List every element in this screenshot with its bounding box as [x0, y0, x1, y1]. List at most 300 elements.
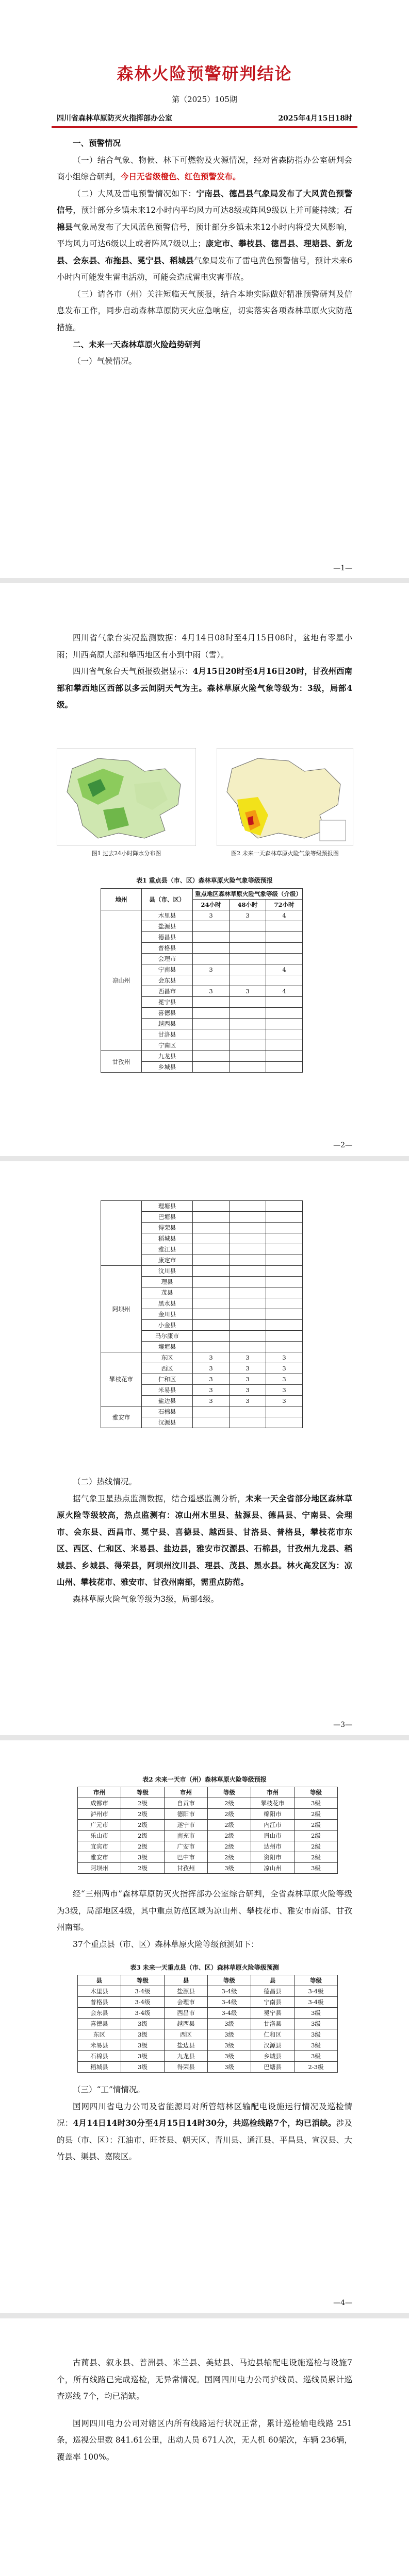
- name-cell: 绵阳市: [251, 1809, 295, 1820]
- level-cell: [266, 1244, 303, 1255]
- level-cell: [193, 921, 230, 932]
- level-cell: 3级: [295, 2019, 338, 2029]
- level-cell: 3: [193, 1385, 230, 1396]
- county-cell: 德昌县: [142, 932, 193, 943]
- paragraph-warning-1: （一）结合气象、物候、林下可燃物及火源情况，经对省森防指办公室研判会商小组综合研判，今日无省级橙色、红色预警发布。: [57, 155, 352, 182]
- name-cell: 眉山市: [251, 1831, 295, 1841]
- level-cell: [230, 932, 266, 943]
- level-cell: [230, 1287, 266, 1298]
- level-cell: 3: [193, 964, 230, 975]
- county-cell: 壤塘县: [142, 1342, 193, 1352]
- county-cell: 黑水县: [142, 1298, 193, 1309]
- level-cell: [266, 1029, 303, 1040]
- county-cell: 汉源县: [142, 1417, 193, 1428]
- county-cell: 普格县: [142, 943, 193, 954]
- county-cell: 乡城县: [142, 1062, 193, 1073]
- page-4-body: [0, 1886, 409, 1953]
- level-cell: 3-4级: [295, 1986, 338, 1997]
- level-cell: 3: [193, 910, 230, 921]
- level-cell: 3: [193, 1352, 230, 1363]
- level-cell: 3: [266, 1396, 303, 1406]
- page-number: —4—: [333, 2299, 352, 2307]
- county-cell: 喜德县: [142, 1008, 193, 1019]
- county-cell: 宁南县: [142, 964, 193, 975]
- level-cell: [266, 1062, 303, 1073]
- name-cell: 雅安市: [78, 1852, 121, 1863]
- level-cell: [230, 1298, 266, 1309]
- name-cell: 九龙县: [165, 2051, 208, 2062]
- name-cell: 广元市: [78, 1820, 121, 1831]
- level-cell: [230, 1266, 266, 1277]
- issuing-org: 四川省森林草原防灭火指挥部办公室: [57, 114, 172, 123]
- level-cell: 3: [230, 986, 266, 997]
- level-cell: 3级: [121, 1852, 165, 1863]
- page-1: [0, 0, 409, 370]
- paragraph-industrial: 国网四川省电力公司及省能源局对所管辖林区输配电设施运行情况及巡检情况：4月14日14时30分至4月15日14时30分，共巡检线路7个，均已消缺。涉及的县（市、区）：江油市、旺苍县、朝天区、青川县、通江县、平昌县、宣汉县、大竹县、渠县、嘉陵区。: [57, 2102, 352, 2162]
- name-cell: 东区: [78, 2029, 121, 2040]
- section-heading-trend: 二、未来一天森林草原火险趋势研判: [73, 339, 201, 349]
- level-cell: 3级: [121, 2040, 165, 2051]
- table-3: [77, 1975, 338, 2073]
- level-cell: [193, 1019, 230, 1029]
- level-cell: [230, 997, 266, 1008]
- level-cell: [266, 1212, 303, 1223]
- county-cell: 巴塘县: [142, 1212, 193, 1223]
- county-cell: 宁南区: [142, 1040, 193, 1051]
- paragraph-inspection-1: 古蔺县、叙永县、普洲县、米兰县、美姑县、马边县输配电设施巡检与设施7个，所有线路已完成巡检，无异常情况。国网四川电力公司护线员、巡线员累计巡查巡线 7个，均已消缺。: [57, 2358, 352, 2401]
- figure-1-caption: 图1 过去24小时降水分布图: [91, 850, 161, 857]
- table-header: 市州: [251, 1787, 295, 1798]
- table-row: [78, 1841, 338, 1852]
- paragraph-key-counties: 37个重点县（市、区）森林草原火险等级预测如下：: [73, 1939, 259, 1949]
- region-cell: 雅安市: [101, 1406, 142, 1428]
- county-cell: 金川县: [142, 1309, 193, 1320]
- subheading-hotspot: （二）热线情况。: [73, 1477, 137, 1486]
- level-cell: [266, 1008, 303, 1019]
- name-cell: 泸州市: [78, 1809, 121, 1820]
- level-cell: [266, 1051, 303, 1062]
- name-cell: 宁南县: [251, 1997, 295, 2008]
- level-cell: 2级: [208, 1820, 251, 1831]
- level-cell: [266, 1342, 303, 1352]
- paragraph-summary: 经“三州两市”森林草原防灭火指挥部办公室综合研判，全省森林草原火险等级为3级，局部地区4级，其中重点防范区域为凉山州、攀枝花市、雅安市南部、甘孜州南部。: [57, 1889, 352, 1933]
- level-cell: 3级: [295, 1798, 338, 1809]
- name-cell: 米易县: [78, 2040, 121, 2051]
- county-cell: 米易县: [142, 1385, 193, 1396]
- page-number: —3—: [333, 1721, 352, 1729]
- section-heading-warning: 一、预警情况: [73, 138, 121, 148]
- table-header: 县（市、区）: [142, 889, 193, 910]
- page-separator: [0, 1735, 409, 1740]
- level-cell: [193, 943, 230, 954]
- level-cell: 2级: [121, 1863, 165, 1874]
- level-cell: [230, 943, 266, 954]
- name-cell: 德昌县: [251, 1986, 295, 1997]
- level-cell: 3: [230, 1396, 266, 1406]
- name-cell: 西昌市: [165, 2008, 208, 2019]
- name-cell: 甘洛县: [251, 2019, 295, 2029]
- level-cell: [266, 997, 303, 1008]
- level-cell: [266, 1277, 303, 1287]
- table-3-caption: 表3 未来一天重点县（市、区）森林草原火险等级预测: [130, 1964, 279, 1971]
- level-cell: [193, 1266, 230, 1277]
- table-2: [77, 1787, 338, 1874]
- level-cell: [230, 1277, 266, 1287]
- level-cell: [193, 1417, 230, 1428]
- table-row: [78, 2029, 338, 2040]
- subheading-climate: （一）气候情况。: [73, 357, 137, 366]
- level-cell: [193, 932, 230, 943]
- level-cell: 3级: [208, 2019, 251, 2029]
- county-cell: 甘洛县: [142, 1029, 193, 1040]
- county-cell: 会东县: [142, 975, 193, 986]
- level-cell: [266, 1223, 303, 1233]
- level-cell: [266, 943, 303, 954]
- level-cell: [230, 1040, 266, 1051]
- level-cell: 3-4级: [121, 1986, 165, 1997]
- paragraph-wind-lightning: （二）大风及雷电预警情况如下：宁南县、德昌县气象局发布了大风黄色预警信号，预计部分乡镇未来12小时内平均风力可达8级或阵风9级以上并可能持续；石棉县气象局发布了大风蓝色预警信号，预计部分乡镇未来12小时内将受大风影响，平均风力可达6级以上或者阵风7级以上；康定市、攀枝县、德昌县、理塘县、新龙县、会东县、布拖县、冕宁县、稻城县气象局发布了雷电黄色预警信号，预计未来6小时内可能发生雷电活动，可能会造成雷电灾害事故。: [57, 188, 352, 282]
- level-cell: [230, 1223, 266, 1233]
- county-cell: 理塘县: [142, 1201, 193, 1212]
- level-cell: [266, 1201, 303, 1212]
- name-cell: 德阳市: [165, 1809, 208, 1820]
- table-row: [78, 1986, 338, 1997]
- level-cell: [230, 1233, 266, 1244]
- fire-risk-forecast-map: [217, 748, 353, 846]
- level-cell: [193, 1255, 230, 1266]
- level-cell: 2级: [208, 1798, 251, 1809]
- name-cell: 遂宁市: [165, 1820, 208, 1831]
- table-header: 县: [165, 1975, 208, 1986]
- level-cell: [266, 932, 303, 943]
- table-2-caption: 表2 未来一天市（州）森林草原火险等级预报: [142, 1776, 267, 1783]
- name-cell: 乐山市: [78, 1831, 121, 1841]
- table-header: 市州: [78, 1787, 121, 1798]
- level-cell: [230, 1019, 266, 1029]
- level-cell: [193, 997, 230, 1008]
- level-cell: [266, 1287, 303, 1298]
- level-cell: 3-4级: [121, 1997, 165, 2008]
- county-cell: 盐源县: [142, 921, 193, 932]
- level-cell: 2-3级: [295, 2062, 338, 2073]
- level-cell: 3: [230, 1363, 266, 1374]
- level-cell: [193, 1298, 230, 1309]
- level-cell: [193, 975, 230, 986]
- level-cell: [193, 1233, 230, 1244]
- page-number: —1—: [333, 564, 352, 572]
- table-header: 市州: [165, 1787, 208, 1798]
- level-cell: 2级: [295, 1809, 338, 1820]
- table-row: [78, 1852, 338, 1863]
- level-cell: 2级: [121, 1831, 165, 1841]
- level-cell: [193, 1212, 230, 1223]
- level-cell: 3级: [208, 2062, 251, 2073]
- level-cell: [230, 1008, 266, 1019]
- table-header: 24小时: [193, 900, 230, 910]
- page-4-tail: [0, 2081, 409, 2165]
- name-cell: 汉源县: [251, 2040, 295, 2051]
- name-cell: 广安市: [165, 1841, 208, 1852]
- table-row: [78, 1997, 338, 2008]
- name-cell: 达州市: [251, 1841, 295, 1852]
- level-cell: [230, 1320, 266, 1331]
- level-cell: 3: [266, 1363, 303, 1374]
- level-cell: 3: [230, 1374, 266, 1385]
- name-cell: 冕宁县: [251, 2008, 295, 2019]
- table-row: [78, 2019, 338, 2029]
- level-cell: 2级: [295, 1820, 338, 1831]
- level-cell: 3: [266, 1385, 303, 1396]
- table-header: 县: [78, 1975, 121, 1986]
- level-cell: 3-4级: [208, 1997, 251, 2008]
- level-cell: 3-4级: [208, 2008, 251, 2019]
- table-header: 地州: [101, 889, 142, 910]
- table-row: [78, 1820, 338, 1831]
- level-cell: [266, 921, 303, 932]
- level-cell: 2级: [121, 1798, 165, 1809]
- page-5: [0, 2354, 409, 2465]
- level-cell: [266, 1417, 303, 1428]
- county-cell: 茂县: [142, 1287, 193, 1298]
- table-row: [78, 1809, 338, 1820]
- level-cell: 3级: [121, 2029, 165, 2040]
- page-4-footer: [0, 2299, 409, 2307]
- name-cell: 石棉县: [78, 2051, 121, 2062]
- level-cell: 3级: [121, 2062, 165, 2073]
- level-cell: [266, 1233, 303, 1244]
- level-cell: 2级: [208, 1852, 251, 1863]
- table-1: [101, 888, 303, 1073]
- level-cell: [266, 1331, 303, 1342]
- region-cell: 凉山州: [101, 910, 142, 1051]
- name-cell: 成都市: [78, 1798, 121, 1809]
- level-cell: [230, 1331, 266, 1342]
- level-cell: [193, 954, 230, 964]
- level-cell: [266, 1019, 303, 1029]
- county-cell: 盐边县: [142, 1396, 193, 1406]
- page-number: —2—: [333, 1141, 352, 1149]
- paragraph-inspection-2: 国网四川电力公司对辖区内所有线路运行状况正常，累计巡检输电线路 251条，巡视公里数 841.61公里，出动人员 671人次，无人机 60架次，车辆 236辆，覆盖率 100%。: [57, 2418, 352, 2462]
- level-cell: [266, 954, 303, 964]
- level-cell: 3-4级: [295, 1997, 338, 2008]
- issue-number: 第（2025）105期: [172, 95, 237, 104]
- level-cell: 2级: [121, 1820, 165, 1831]
- level-cell: 3: [266, 1374, 303, 1385]
- name-cell: 越西县: [165, 2019, 208, 2029]
- level-cell: [230, 1029, 266, 1040]
- table-1-caption: 表1 重点县（市、区）森林草原火险气象等级预报: [136, 877, 273, 884]
- name-cell: 喜德县: [78, 2019, 121, 2029]
- name-cell: 甘孜州: [165, 1863, 208, 1874]
- level-cell: 2级: [121, 1809, 165, 1820]
- county-cell: 石棉县: [142, 1406, 193, 1417]
- issue-date: 2025年4月15日18时: [278, 114, 352, 123]
- precipitation-map: [57, 748, 196, 846]
- level-cell: [230, 1062, 266, 1073]
- name-cell: 南充市: [165, 1831, 208, 1841]
- name-cell: 乡城县: [251, 2051, 295, 2062]
- paragraph-risk-level: 森林草原火险气象等级为3级，局部4级。: [73, 1594, 219, 1604]
- level-cell: 3: [193, 1363, 230, 1374]
- county-cell: 越西县: [142, 1019, 193, 1029]
- region-cell: 甘孜州: [101, 1051, 142, 1073]
- table-header: 等级: [121, 1975, 165, 1986]
- level-cell: [230, 964, 266, 975]
- level-cell: 3级: [295, 1863, 338, 1874]
- table-row: [78, 2051, 338, 2062]
- table-header-row: [78, 1975, 338, 1986]
- page-separator: [0, 578, 409, 583]
- page-3-footer: [0, 1721, 409, 1729]
- page-separator: [0, 2313, 409, 2318]
- level-cell: 3级: [295, 2008, 338, 2019]
- level-cell: [266, 1266, 303, 1277]
- level-cell: 3级: [121, 2051, 165, 2062]
- county-cell: 雅江县: [142, 1244, 193, 1255]
- county-cell: 康定市: [142, 1255, 193, 1266]
- table-header: 等级: [208, 1787, 251, 1798]
- name-cell: 巴中市: [165, 1852, 208, 1863]
- level-cell: [193, 1029, 230, 1040]
- county-cell: 西昌市: [142, 986, 193, 997]
- level-cell: 3级: [295, 2029, 338, 2040]
- level-cell: 4: [266, 964, 303, 975]
- name-cell: 会理市: [165, 1997, 208, 2008]
- level-cell: [193, 1287, 230, 1298]
- name-cell: 仁和区: [251, 2029, 295, 2040]
- level-cell: [193, 1244, 230, 1255]
- table-header: 等级: [121, 1787, 165, 1798]
- level-cell: [266, 1320, 303, 1331]
- level-cell: [230, 1212, 266, 1223]
- level-cell: 3-4级: [121, 2008, 165, 2019]
- table-header: 县: [251, 1975, 295, 1986]
- level-cell: 2级: [121, 1841, 165, 1852]
- level-cell: 2级: [295, 1841, 338, 1852]
- level-cell: [266, 1298, 303, 1309]
- level-cell: [193, 1223, 230, 1233]
- level-cell: 2级: [295, 1831, 338, 1841]
- level-cell: 3级: [208, 2051, 251, 2062]
- paragraph-instruction: （三）请各市（州）关注短临天气预报，结合本地实际做好精准预警研判及信息发布工作，同步启动森林草原防灭火应急响应，切实落实各项森林草原火灾防范措施。: [57, 289, 352, 333]
- name-cell: 宜宾市: [78, 1841, 121, 1852]
- level-cell: [193, 1201, 230, 1212]
- county-cell: 稻城县: [142, 1233, 193, 1244]
- level-cell: [193, 1309, 230, 1320]
- county-cell: 汶川县: [142, 1266, 193, 1277]
- level-cell: [193, 1062, 230, 1073]
- level-cell: [193, 1320, 230, 1331]
- county-cell: 西区: [142, 1363, 193, 1374]
- name-cell: 内江市: [251, 1820, 295, 1831]
- table-row: [101, 1352, 303, 1363]
- level-cell: 3: [266, 1352, 303, 1363]
- table-header: 等级: [295, 1975, 338, 1986]
- table-header: 重点地区森林草原火险气象等级（介级）: [193, 889, 303, 900]
- subheading-industrial: （三）“工”情情况。: [73, 2085, 145, 2094]
- table-header: 48小时: [230, 900, 266, 910]
- county-cell: 东区: [142, 1352, 193, 1363]
- table-row: [78, 2040, 338, 2051]
- table-row: [101, 910, 303, 921]
- table-row: [101, 1406, 303, 1417]
- paragraph-hotspot: 据气象卫星热点监测数据，结合遥感监测分析，未来一天全省部分地区森林草原火险等级较高，热点监测有：凉山州木里县、盐源县、德昌县、宁南县、会理市、会东县、西昌市、冕宁县、喜德县、越西县、甘洛县、普格县，攀枝花市东区、西区、仁和区、米易县、盐边县，雅安市汉源县、石棉县，甘孜州九龙县、稻城县、乡城县、得荣县，阿坝州汶川县、理县、茂县、黑水县。林火高发区为：凉山州、攀枝花市、雅安市、甘孜州南部，需重点防范。: [57, 1493, 352, 1587]
- region-cell: 攀枝花市: [101, 1352, 142, 1406]
- table-header: 72小时: [266, 900, 303, 910]
- level-cell: [266, 1255, 303, 1266]
- level-cell: 4: [266, 910, 303, 921]
- page-2: [0, 588, 409, 714]
- level-cell: 2级: [295, 1852, 338, 1863]
- level-cell: [193, 1051, 230, 1062]
- level-cell: [230, 1342, 266, 1352]
- level-cell: [193, 1277, 230, 1287]
- table-row: [78, 1831, 338, 1841]
- page-1-footer: [0, 564, 409, 572]
- level-cell: 3-4级: [208, 1986, 251, 1997]
- name-cell: 盐边县: [165, 2040, 208, 2051]
- level-cell: [193, 1040, 230, 1051]
- level-cell: [230, 1255, 266, 1266]
- name-cell: 阿坝州: [78, 1863, 121, 1874]
- level-cell: [230, 954, 266, 964]
- county-cell: 理县: [142, 1277, 193, 1287]
- name-cell: 攀枝花市: [251, 1798, 295, 1809]
- name-cell: 会东县: [78, 2008, 121, 2019]
- name-cell: 西区: [165, 2029, 208, 2040]
- paragraph-forecast: 四川省气象台天气预报数据显示：4月15日20时至4月16日20时，甘孜州西南部和攀西地区西部以多云间阴天气为主。森林草原火险气象等级为：3级，局部4级。: [57, 666, 352, 710]
- level-cell: [266, 1309, 303, 1320]
- document-title: 森林火险预警研判结论: [117, 64, 292, 83]
- county-cell: 马尔康市: [142, 1331, 193, 1342]
- level-cell: [230, 1406, 266, 1417]
- name-cell: 盐源县: [165, 1986, 208, 1997]
- page-separator: [0, 1156, 409, 1161]
- county-cell: 九龙县: [142, 1051, 193, 1062]
- level-cell: 3级: [208, 2040, 251, 2051]
- level-cell: 3: [230, 1385, 266, 1396]
- level-cell: 3级: [295, 2040, 338, 2051]
- level-cell: 2级: [208, 1809, 251, 1820]
- level-cell: [193, 1331, 230, 1342]
- county-cell: 小金县: [142, 1320, 193, 1331]
- table-row: [78, 1863, 338, 1874]
- table-row: [101, 1201, 303, 1212]
- level-cell: [266, 975, 303, 986]
- level-cell: 4: [266, 986, 303, 997]
- county-cell: 会理市: [142, 954, 193, 964]
- level-cell: 3级: [208, 2029, 251, 2040]
- county-cell: 得荣县: [142, 1223, 193, 1233]
- county-cell: 冕宁县: [142, 997, 193, 1008]
- level-cell: 2级: [208, 1831, 251, 1841]
- name-cell: 凉山州: [251, 1863, 295, 1874]
- level-cell: [230, 1244, 266, 1255]
- level-cell: [193, 1406, 230, 1417]
- level-cell: 3: [193, 1396, 230, 1406]
- table-row: [78, 2008, 338, 2019]
- paragraph-observation: 四川省气象台实况监测数据：4月14日08时至4月15日08时，盆地有零星小雨；川西高原大部和攀西地区有小到中雨（雪）。: [57, 633, 352, 659]
- level-cell: [230, 1417, 266, 1428]
- name-cell: 木里县: [78, 1986, 121, 1997]
- level-cell: 2级: [208, 1841, 251, 1852]
- level-cell: [230, 1051, 266, 1062]
- name-cell: 得荣县: [165, 2062, 208, 2073]
- level-cell: 3: [230, 910, 266, 921]
- name-cell: 资阳市: [251, 1852, 295, 1863]
- level-cell: 3: [193, 1374, 230, 1385]
- level-cell: [266, 1040, 303, 1051]
